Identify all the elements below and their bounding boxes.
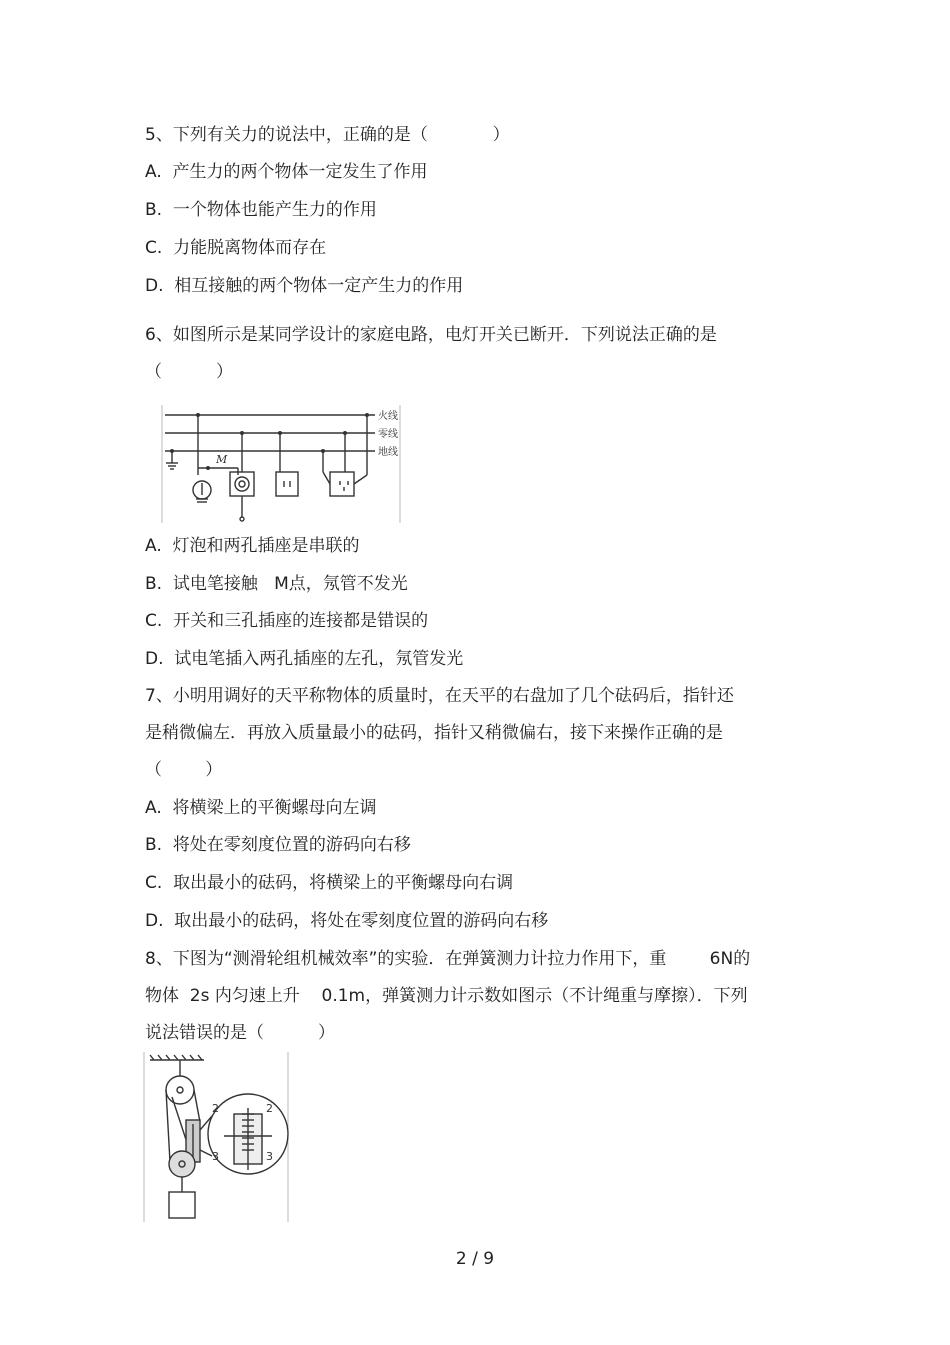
circuit-diagram <box>160 405 405 525</box>
q7-stem-line-2: 是稍微偏左．再放入质量最小的砝码，指针又稍微偏右，接下来操作正确的是 <box>145 723 723 743</box>
q6-stem-line-2: （ ） <box>145 362 234 382</box>
q8-stem-line-2: 物体 2s 内匀速上升 0.1m，弹簧测力计示数如图示（不计绳重与摩擦）．下列 <box>145 986 748 1006</box>
q7-option-a: A. 将横梁上的平衡螺母向左调 <box>145 798 377 818</box>
q6-option-a: A. 灯泡和两孔插座是串联的 <box>145 536 360 556</box>
label-fire-wire: 火线 <box>378 411 398 422</box>
q7-option-d: D. 取出最小的砝码，将处在零刻度位置的游码向右移 <box>145 911 549 931</box>
scale-mark-left-2: 2 <box>212 1102 219 1115</box>
page-number: 2 / 9 <box>455 1249 495 1269</box>
q6-option-d: D. 试电笔插入两孔插座的左孔，氖管发光 <box>145 649 464 669</box>
q8-stem-line-3: 说法错误的是（ ） <box>145 1023 336 1043</box>
q5-option-a: A. 产生力的两个物体一定发生了作用 <box>145 162 428 182</box>
q7-stem-line-3: （ ） <box>145 760 223 780</box>
q6-stem-line-1: 6、如图所示是某同学设计的家庭电路，电灯开关已断开．下列说法正确的是 <box>145 325 717 345</box>
label-zero-wire: 零线 <box>378 429 398 440</box>
label-ground-wire: 地线 <box>378 447 398 458</box>
q7-option-c: C. 取出最小的砝码，将横梁上的平衡螺母向右调 <box>145 873 514 893</box>
q7-option-b: B. 将处在零刻度位置的游码向右移 <box>145 835 411 855</box>
q5-option-b: B. 一个物体也能产生力的作用 <box>145 200 377 220</box>
q5-option-c: C. 力能脱离物体而存在 <box>145 238 327 258</box>
q7-stem-line-1: 7、小明用调好的天平称物体的质量时，在天平的右盘加了几个砝码后，指针还 <box>145 686 734 706</box>
q8-stem-line-1: 8、下图为“测滑轮组机械效率”的实验．在弹簧测力计拉力作用下，重 6N的 <box>145 949 751 969</box>
scale-mark-right-3: 3 <box>266 1150 273 1163</box>
q5-stem: 5、下列有关力的说法中，正确的是（ ） <box>145 125 510 145</box>
q6-option-b: B. 试电笔接触 M点，氖管不发光 <box>145 574 408 594</box>
q6-option-c: C. 开关和三孔插座的连接都是错误的 <box>145 611 429 631</box>
scale-mark-right-2: 2 <box>266 1102 273 1115</box>
pulley-diagram <box>142 1052 292 1224</box>
label-point-m: M <box>216 453 228 466</box>
scale-mark-left-3: 3 <box>212 1150 219 1163</box>
q5-option-d: D. 相互接触的两个物体一定产生力的作用 <box>145 276 464 296</box>
